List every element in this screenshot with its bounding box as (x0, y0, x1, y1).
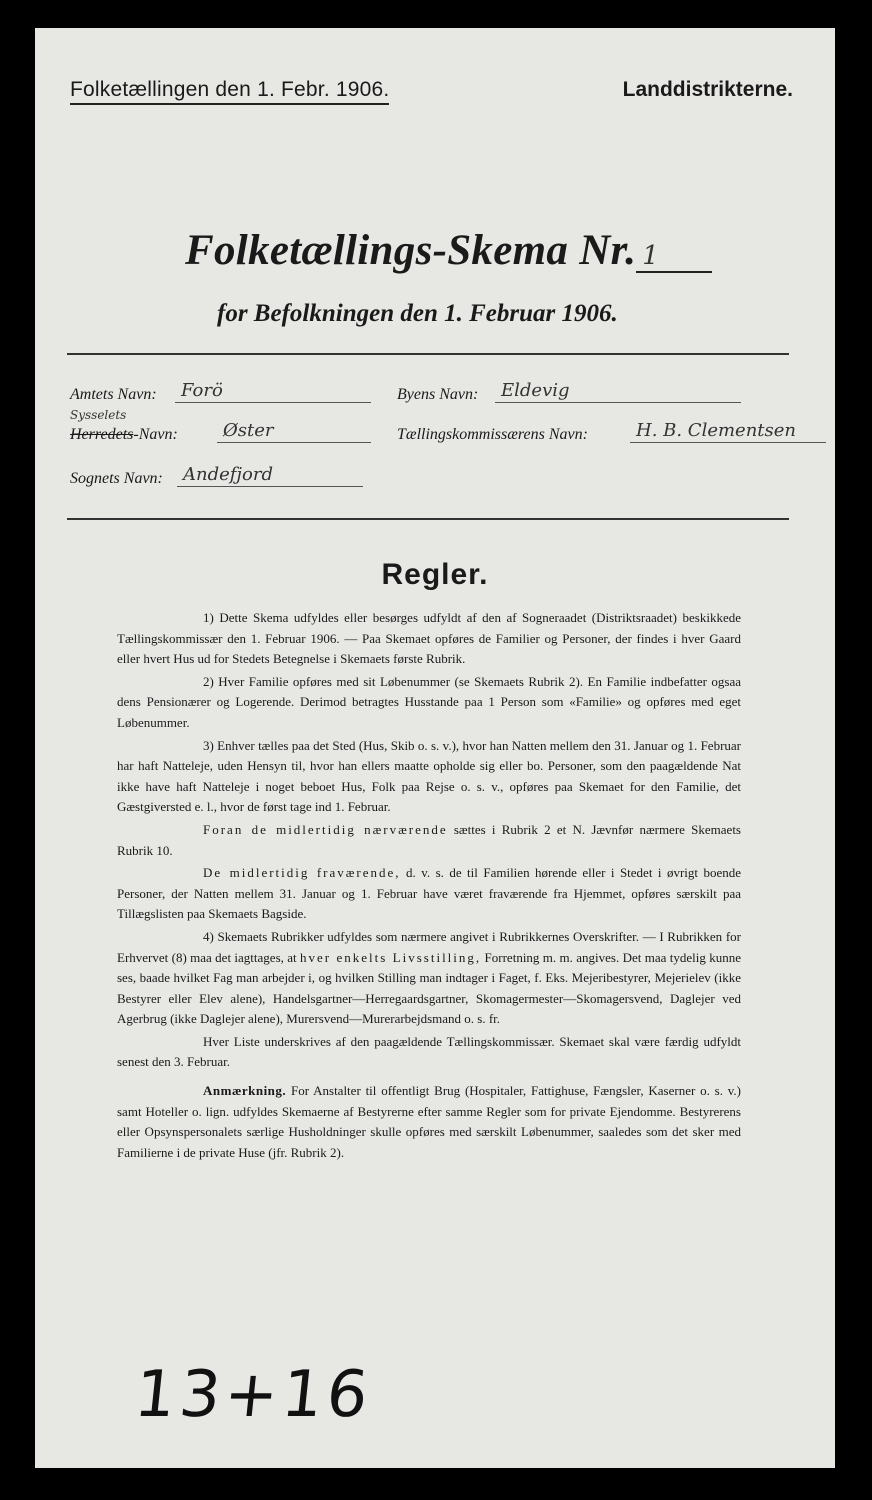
rules-heading: Regler. (381, 558, 489, 591)
rule-2: 2) Hver Familie opføres med sit Løbenummer (se Skemaets Rubrik 2). En Familie indbefatter ogsaa dens Pensionærer og Logerende. Derimod betragtes Husstande paa 1 Person som «Familie» og opføres med eget Løbenummer. (117, 673, 741, 730)
rule-4-start: 4) Skemaets Rubrikker udfyldes som nærmere angivet i Rubrikkernes Overskrifter. — I Rubrikken for Erhvervet (8) maa det iagttages, at (117, 928, 741, 965)
amt-label: Amtets Navn: (70, 386, 157, 403)
district-type-header: Landdistrikterne. (622, 78, 793, 101)
rule-3-absent-emph: De midlertidig fraværende, (203, 865, 401, 881)
divider-bottom (67, 518, 789, 520)
rule-signature: Hver Liste underskrives af den paagældende Tællingskommissær. Skemaet skal være færdig udfyldt senest den 3. Februar. (117, 1033, 741, 1070)
rule-3-absent-text: d. v. s. de til Familien hørende eller i Stedet i øvrigt boende Personer, der Natten mellem 31. Januar og 1. Februar have været fraværende fra Hjemmet, opføres særskilt paa Tillægslisten paa Skemaets Bagside. (117, 865, 741, 922)
rule-4-rest: Forretning m. m. angives. Det maa tydelig kunne ses, baade hvilket Fag man arbejder i, og hvilken Stilling man indtager i Faget, f. Eks. Mejeribestyrer, Mejerielev (ikke Bestyrer eller Elev alene), Handelsgartner—Herregaardsgartner, Skomagermester—Skomagersvend, Daglejer ved Agerbrug (ikke Daglejer alene), Murersvend—Murerarbejdsmand o. s. fr. (117, 949, 742, 1027)
rule-1: 1) Dette Skema udfyldes eller besørges udfyldt af den af Sogneraadet (Distriktsraadet) beskikkede Tællingskommissær den 1. Februar 1906. — Paa Skemaet opføres de Familier og Personer, der findes i hver Gaard eller hvert Hus ud for Stedets Betegnelse i Skemaets første Rubrik. (117, 610, 741, 667)
herred-label-struck: Herredets (70, 426, 134, 443)
rule-4 (117, 927, 741, 1030)
rule-3-present-text: sættes i Rubrik 2 et N. Jævnfør nærmere Skemaets Rubrik 10. (117, 821, 741, 858)
census-date-header: Folketællingen den 1. Febr. 1906. (70, 78, 389, 105)
handwritten-number: 13+16 (131, 1358, 376, 1432)
remark-text: For Anstalter til offentligt Brug (Hospitaler, Fattighuse, Fængsler, Kaserner o. s. v.) samt Hoteller o. lign. udfyldes Skemaerne af Bestyrerne efter samme Regler som for private Ejendomme. Bestyrerens eller Opsynspersonalets særlige Husholdninger skulle opføres med særskilt Løbenummer, saaledes som det sker med Familierne i de private Huse (jfr. Rubrik 2). (117, 1083, 741, 1160)
rules-body (117, 608, 741, 1163)
herred-label-suffix: -Navn: (133, 426, 178, 443)
remark-label: Anmærkning. (203, 1083, 287, 1099)
form-title (185, 226, 712, 275)
rule-3-present (117, 820, 741, 861)
form-subtitle: for Befolkningen den 1. Februar 1906. (217, 300, 618, 327)
form-title-text: Folketællings-Skema Nr. (185, 227, 637, 274)
sogn-label: Sognets Navn: (70, 470, 163, 487)
kommissaer-value: H. B. Clementsen (630, 420, 826, 443)
herred-handwritten-correction: Sysselets (70, 408, 127, 422)
kommissaer-label: Tællingskommissærens Navn: (397, 426, 588, 443)
byens-label: Byens Navn: (397, 386, 479, 403)
rule-3: 3) Enhver tælles paa det Sted (Hus, Skib o. s. v.), hvor han Natten mellem den 31. Januar og 1. Februar har haft Natteleje, uden Hensyn til, hvor han ellers maatte opholde sig eller bo. Personer, som den paagældende Nat ikke have haft Natteleje i noget beboet Hus, Folk paa Rejse o. s. v., opføres paa Skemaet for den Familie, det Gæstgiversted e. l., hvor de først tage ind 1. Februar. (117, 737, 741, 815)
rule-3-absent (117, 863, 741, 925)
divider-top (67, 353, 789, 355)
byens-value: Eldevig (495, 380, 741, 403)
census-form-page (35, 28, 835, 1468)
rule-3-present-emph: Foran de midlertidig nærværende (203, 821, 448, 837)
remark (117, 1081, 741, 1163)
amt-value: Forö (175, 380, 371, 403)
sogn-value: Andefjord (177, 464, 363, 487)
rule-4-emph: hver enkelts Livsstilling, (300, 949, 482, 965)
herred-value: Øster (217, 420, 371, 443)
herred-label (70, 426, 178, 444)
form-number: 1 (636, 241, 712, 273)
